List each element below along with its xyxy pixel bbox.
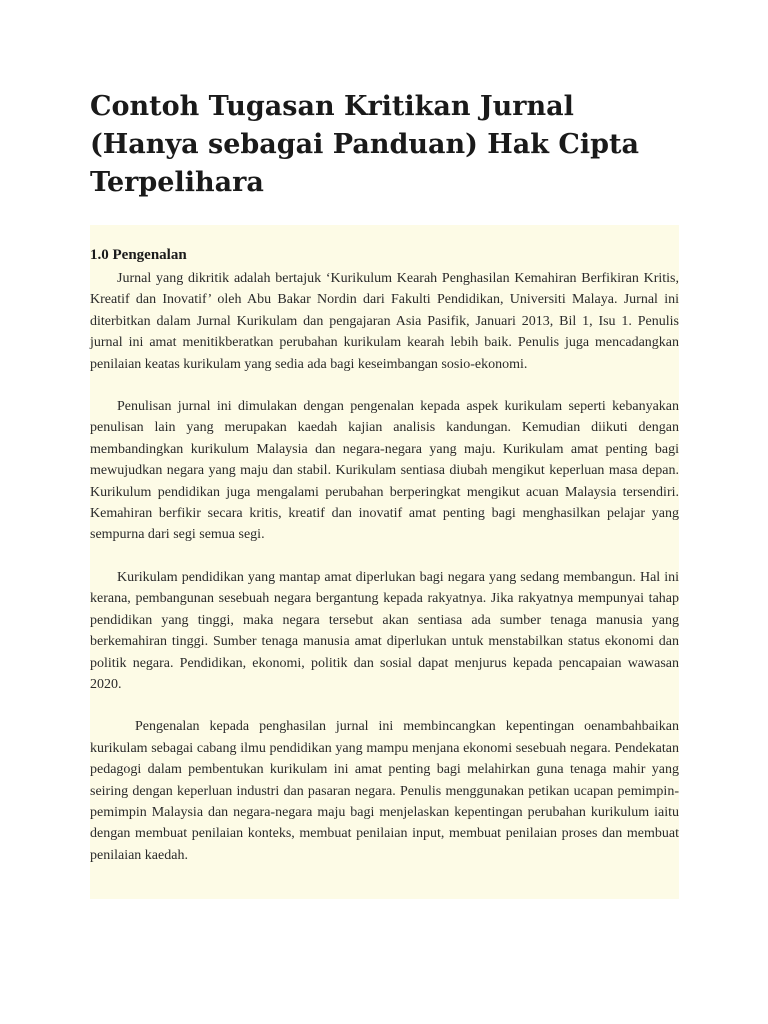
page-title: Contoh Tugasan Kritikan Jurnal (Hanya sebagai Panduan) Hak Cipta Terpelihara xyxy=(90,91,639,198)
paragraph-1: Jurnal yang dikritik adalah bertajuk ‘Kurikulum Kearah Penghasilan Kemahiran Berfikiran Kritis, Kreatif dan Inovatif’ oleh Abu Bakar Nordin dari Fakulti Pendidikan, Universiti Malaya. Jurnal ini diterbitkan dalam Jurnal Kurikulam dan pengajaran Asia Pasifik, Januari 2013, Bil 1, Isu 1. Penulis jurnal ini amat menitikberatkan perubahan kurikulam kearah lebih baik. Penulis juga mencadangkan penilaian keatas kurikulam yang sedia ada bagi keseimbangan sosio-ekonomi. xyxy=(90,271,679,372)
section-heading: 1.0 Pengenalan xyxy=(90,247,187,263)
paragraph-2: Penulisan jurnal ini dimulakan dengan pengenalan kepada aspek kurikulam seperti kebanyakan penulisan lain yang merupakan kaedah kajian analisis kandungan. Kemudian diikuti dengan membandingkan kurikulum Malaysia dan negara-negara yang maju. Kurikulam amat penting bagi mewujudkan negara yang maju dan stabil. Kurikulam sentiasa diubah mengikut keperluan masa depan. Kurikulum pendidikan juga mengalami perubahan berperingkat mengikut acuan Malaysia tersendiri. Kemahiran berfikir secara kritis, kreatif dan inovatif amat penting bagi menghasilkan pelajar yang sempurna dari segi semua segi. xyxy=(90,399,679,543)
document-body xyxy=(90,225,679,899)
paragraph-4: Pengenalan kepada penghasilan jurnal ini membincangkan kepentingan oenambahbaikan kurikulam sebagai cabang ilmu pendidikan yang mampu menjana ekonomi sesebuah negara. Pendekatan pedagogi dalam pembentukan kurikulam ini amat penting bagi melahirkan guna tenaga mahir yang seiring dengan keperluan industri dan pasaran negara. Penulis menggunakan petikan ucapan pemimpin-pemimpin Malaysia dan negara-negara maju bagi menjelaskan kepentingan perubahan kurikulum iaitu dengan membuat penilaian konteks, membuat penilaian input, membuat penilaian proses dan membuat penilaian kaedah. xyxy=(90,719,679,863)
paragraph-3: Kurikulam pendidikan yang mantap amat diperlukan bagi negara yang sedang membangun. Hal ini kerana, pembangunan sesebuah negara bergantung kepada rakyatnya. Jika rakyatnya mempunyai tahap pendidikan yang tinggi, maka negara tersebut akan sentiasa ada sumber tenaga manusia yang berkemahiran tinggi. Sumber tenaga manusia amat diperlukan untuk menstabilkan status ekonomi dan politik negara. Pendidikan, ekonomi, politik dan sosial dapat menjurus kepada pencapaian wawasan 2020. xyxy=(90,569,679,692)
